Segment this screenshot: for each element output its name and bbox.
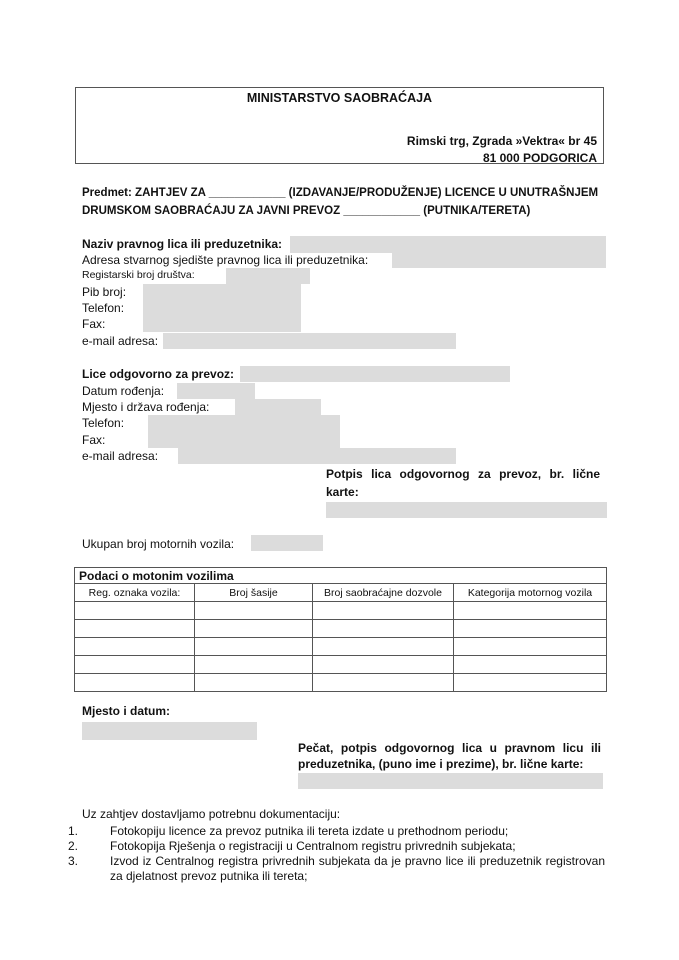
- list-item: [60, 839, 605, 854]
- responsible-pob-label: Mjesto i država rođenja:: [82, 400, 210, 414]
- list-item-number: 3.: [68, 854, 79, 868]
- company-reg-field[interactable]: [226, 268, 310, 284]
- vehicles-table: [74, 567, 607, 692]
- responsible-signature-label-1: Potpis lica odgovornog za prevoz, br. lične: [326, 467, 600, 481]
- list-item: [60, 854, 605, 884]
- responsible-pob-field[interactable]: [235, 399, 321, 415]
- vehicles-table-header-row: [75, 584, 607, 602]
- company-pib-label: Pib broj:: [82, 285, 127, 299]
- company-pib-phone-fax-field[interactable]: [143, 284, 301, 332]
- table-cell[interactable]: [75, 674, 195, 692]
- table-row: [75, 638, 607, 656]
- responsible-fax-label: Fax:: [82, 433, 106, 447]
- table-cell[interactable]: [195, 620, 313, 638]
- table-cell[interactable]: [454, 638, 607, 656]
- company-name-label: Naziv pravnog lica ili preduzetnika:: [82, 237, 283, 251]
- column-header-reg: Reg. oznaka vozila:: [75, 584, 195, 602]
- responsible-signature-field[interactable]: [326, 502, 607, 518]
- responsible-email-label: e-mail adresa:: [82, 449, 159, 463]
- table-row: [75, 602, 607, 620]
- table-cell[interactable]: [454, 620, 607, 638]
- ministry-title: MINISTARSTVO SAOBRAĆAJA: [246, 91, 433, 105]
- table-cell[interactable]: [75, 638, 195, 656]
- place-date-field[interactable]: [82, 722, 257, 740]
- responsible-signature-label-2: karte:: [326, 485, 359, 499]
- table-cell[interactable]: [454, 674, 607, 692]
- place-date-label: Mjesto i datum:: [82, 704, 171, 718]
- stamp-field[interactable]: [298, 773, 603, 789]
- company-email-field[interactable]: [163, 333, 456, 349]
- company-email-label: e-mail adresa:: [82, 334, 159, 348]
- list-item-number: 2.: [68, 839, 79, 853]
- table-row: [75, 656, 607, 674]
- company-name-field[interactable]: [290, 236, 606, 253]
- table-cell[interactable]: [195, 656, 313, 674]
- vehicles-table-title-row: [75, 568, 607, 584]
- table-cell[interactable]: [195, 602, 313, 620]
- column-header-permit: Broj saobraćajne dozvole: [313, 584, 454, 602]
- table-cell[interactable]: [75, 602, 195, 620]
- company-phone-label: Telefon:: [82, 301, 125, 315]
- documentation-list: [60, 824, 605, 884]
- column-header-category: Kategorija motornog vozila: [454, 584, 607, 602]
- list-item-text: Izvod iz Centralnog registra privrednih subjekata da je pravno lice ili preduzetnik registrovan za djelatnost prevoz putnika ili tereta;: [110, 854, 605, 883]
- responsible-dob-field[interactable]: [177, 383, 255, 399]
- table-row: [75, 620, 607, 638]
- table-cell[interactable]: [313, 620, 454, 638]
- table-cell[interactable]: [454, 602, 607, 620]
- table-cell[interactable]: [313, 674, 454, 692]
- table-cell[interactable]: [195, 674, 313, 692]
- table-cell[interactable]: [313, 638, 454, 656]
- table-row: [75, 674, 607, 692]
- subject-line-1: Predmet: ZAHTJEV ZA ____________ (IZDAVANJE/PRODUŽENJE) LICENCE U UNUTRAŠNJEM: [82, 187, 599, 199]
- table-cell[interactable]: [313, 656, 454, 674]
- company-address-label: Adresa stvarnog sjedište pravnog lica ili preduzetnika:: [82, 253, 369, 267]
- subject-line-2: DRUMSKOM SAOBRAĆAJU ZA JAVNI PREVOZ ____________ (PUTNIKA/TERETA): [82, 205, 531, 217]
- vehicles-total-label: Ukupan broj motornih vozila:: [82, 537, 235, 551]
- table-cell[interactable]: [75, 620, 195, 638]
- responsible-name-field[interactable]: [240, 366, 510, 382]
- responsible-title-label: Lice odgovorno za prevoz:: [82, 367, 235, 381]
- ministry-address-city: 81 000 PODGORICA: [482, 151, 597, 165]
- responsible-dob-label: Datum rođenja:: [82, 384, 165, 398]
- company-address-field[interactable]: [392, 252, 606, 268]
- responsible-phone-label: Telefon:: [82, 416, 125, 430]
- vehicles-table-title: Podaci o motonim vozilima: [75, 568, 607, 584]
- list-item-text: Fotokopija Rješenja o registraciji u Centralnom registru privrednih subjekata;: [110, 839, 516, 853]
- list-item-text: Fotokopiju licence za prevoz putnika ili tereta izdate u prethodnom periodu;: [110, 824, 509, 838]
- table-cell[interactable]: [454, 656, 607, 674]
- stamp-label-2: preduzetnika, (puno ime i prezime), br. lične karte:: [298, 757, 584, 771]
- table-cell[interactable]: [195, 638, 313, 656]
- company-reg-label: Registarski broj društva:: [82, 269, 195, 281]
- column-header-chassis: Broj šasije: [195, 584, 313, 602]
- responsible-phone-fax-field[interactable]: [148, 415, 340, 448]
- ministry-address-street: Rimski trg, Zgrada »Vektra« br 45: [406, 134, 597, 148]
- company-fax-label: Fax:: [82, 317, 106, 331]
- vehicles-total-field[interactable]: [251, 535, 323, 551]
- stamp-label-1: Pečat, potpis odgovornog lica u pravnom licu ili: [298, 741, 601, 755]
- list-item-number: 1.: [68, 824, 79, 838]
- table-cell[interactable]: [313, 602, 454, 620]
- list-item: [60, 824, 605, 839]
- responsible-email-field[interactable]: [178, 448, 456, 464]
- table-cell[interactable]: [75, 656, 195, 674]
- documentation-intro: Uz zahtjev dostavljamo potrebnu dokumentaciju:: [82, 807, 341, 821]
